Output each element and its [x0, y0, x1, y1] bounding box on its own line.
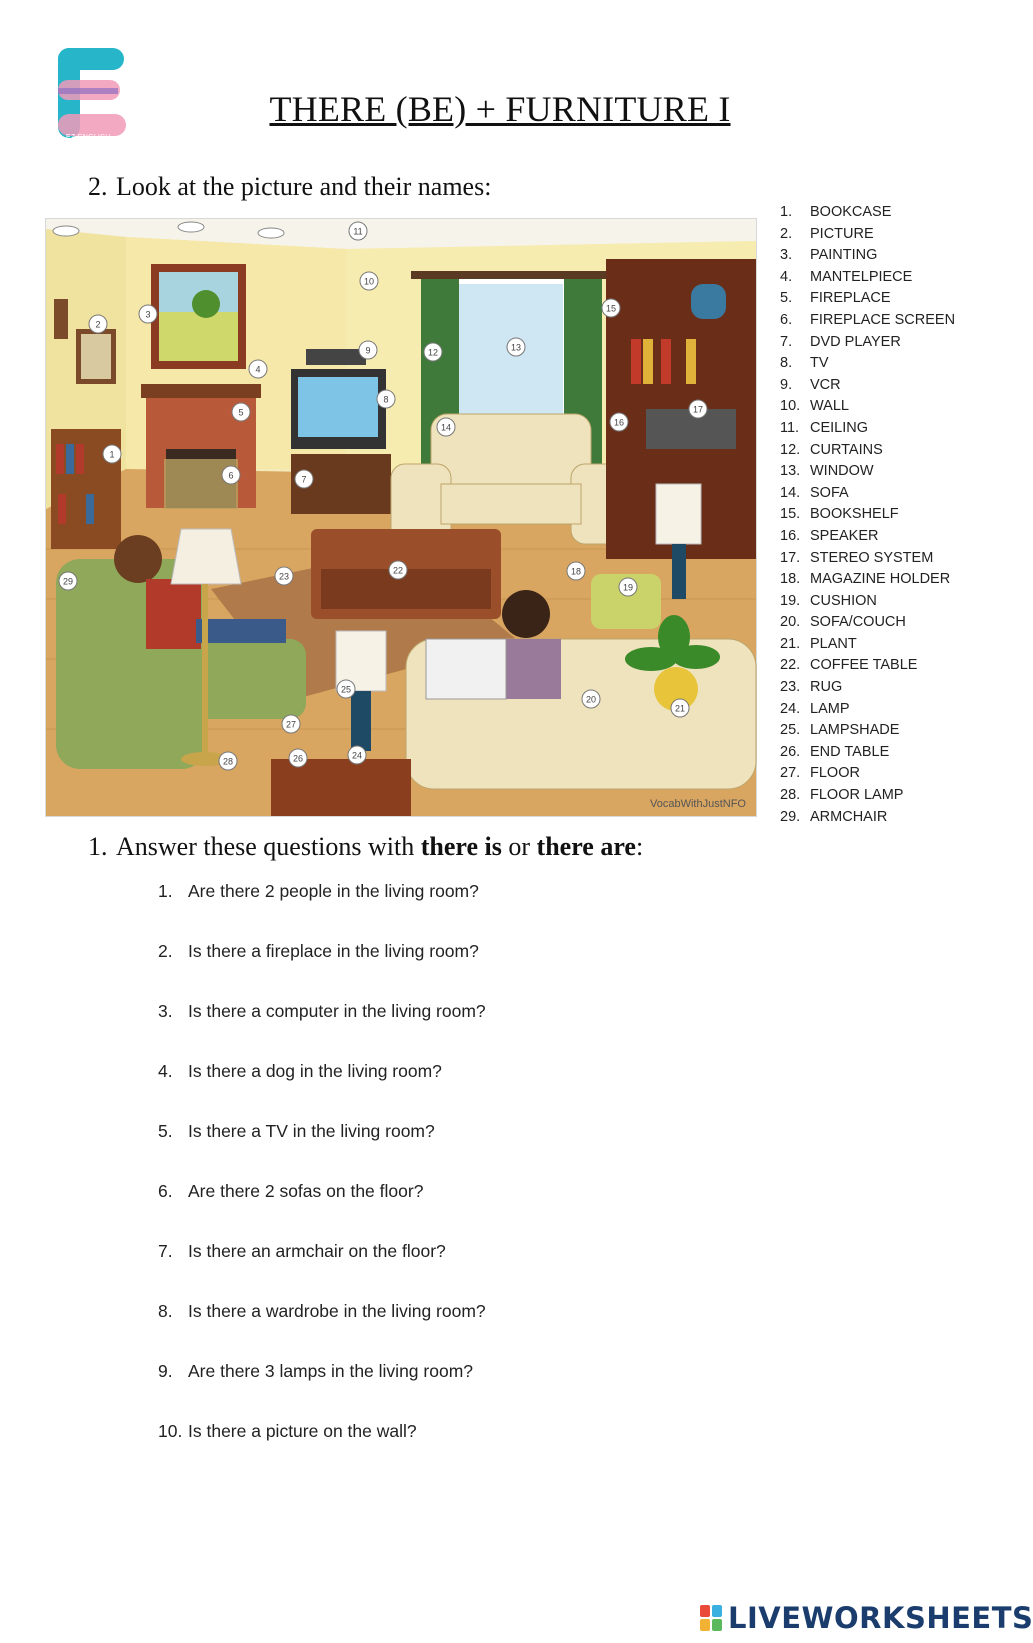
instruction-bold-there-is: there is — [420, 832, 502, 861]
callout-number: 20 — [585, 694, 597, 705]
vocabulary-number: 1. — [780, 204, 793, 220]
vocabulary-number: 3. — [780, 247, 793, 264]
vocabulary-number: 8. — [780, 355, 793, 372]
vocabulary-item — [780, 591, 995, 613]
vocabulary-number: 20. — [780, 614, 801, 631]
vocabulary-number: 27. — [780, 765, 801, 782]
vocabulary-item — [780, 353, 995, 375]
callout-number: 1 — [109, 449, 115, 460]
vocabulary-word: TV — [810, 355, 829, 372]
vocabulary-word: BOOKCASE — [810, 204, 892, 220]
vocabulary-item — [780, 418, 995, 440]
question-number: 3. — [158, 1001, 173, 1021]
vocabulary-item — [780, 267, 995, 289]
section-number: 1. — [88, 832, 108, 861]
vocabulary-number: 10. — [780, 398, 801, 415]
liveworksheets-brand[interactable] — [700, 1600, 1033, 1636]
question-number: 2. — [158, 941, 173, 961]
callout-number: 16 — [613, 417, 625, 428]
callout-number: 22 — [392, 565, 404, 576]
vocabulary-item — [780, 483, 995, 505]
callout-number: 2 — [95, 319, 101, 330]
vocabulary-item — [780, 634, 995, 656]
vocabulary-number: 18. — [780, 571, 801, 588]
vocabulary-word: VCR — [810, 376, 841, 393]
section-number: 2. — [88, 172, 108, 201]
liveworksheets-icon — [700, 1605, 722, 1631]
vocabulary-word: CUSHION — [810, 592, 877, 609]
vocabulary-word: ARMCHAIR — [810, 808, 888, 825]
section-heading-picture — [88, 172, 491, 202]
vocabulary-word: CEILING — [810, 419, 869, 436]
callout-number: 23 — [278, 571, 290, 582]
vocabulary-word: SOFA/COUCH — [810, 614, 906, 631]
question-number: 10. — [158, 1421, 183, 1441]
callout-number: 29 — [62, 576, 74, 587]
callout-number: 21 — [674, 703, 686, 714]
callout-number: 6 — [228, 470, 234, 481]
vocabulary-word: LAMP — [810, 700, 850, 717]
question-item — [158, 1420, 486, 1480]
callout-number: 19 — [622, 582, 634, 593]
vocabulary-word: COFFEE TABLE — [810, 657, 918, 674]
vocabulary-item — [780, 440, 995, 462]
question-item — [158, 1360, 486, 1420]
question-item — [158, 1000, 486, 1060]
question-number: 7. — [158, 1241, 173, 1261]
vocabulary-number: 29. — [780, 808, 801, 825]
vocabulary-word: LAMPSHADE — [810, 722, 900, 739]
vocabulary-word: END TABLE — [810, 743, 890, 760]
vocabulary-number: 28. — [780, 787, 801, 804]
question-text: Are there 2 people in the living room? — [188, 881, 479, 901]
vocabulary-word: FIREPLACE — [810, 290, 891, 307]
question-item — [158, 1180, 486, 1240]
vocabulary-word: WALL — [810, 398, 849, 415]
vocabulary-item — [780, 720, 995, 742]
living-room-illustration — [45, 218, 757, 817]
callout-number: 12 — [427, 347, 439, 358]
instruction-text-or: or — [501, 832, 537, 861]
vocabulary-word: MAGAZINE HOLDER — [810, 571, 951, 588]
vocabulary-item — [780, 548, 995, 570]
vocabulary-number: 13. — [780, 463, 801, 480]
vocabulary-word: SPEAKER — [810, 527, 879, 544]
question-item — [158, 940, 486, 1000]
vocabulary-number: 6. — [780, 311, 793, 328]
vocabulary-word: SOFA — [810, 484, 849, 501]
vocabulary-number: 19. — [780, 592, 801, 609]
question-text: Is there a picture on the wall? — [188, 1421, 417, 1441]
vocabulary-list — [780, 202, 995, 828]
question-item — [158, 880, 486, 940]
vocabulary-number: 7. — [780, 333, 793, 350]
vocabulary-item — [780, 396, 995, 418]
vocabulary-number: 23. — [780, 679, 801, 696]
vocabulary-item — [780, 655, 995, 677]
vocabulary-word: BOOKSHELF — [810, 506, 899, 523]
section-text: Look at the picture and their names: — [116, 172, 492, 201]
question-text: Is there a fireplace in the living room? — [188, 941, 479, 961]
vocabulary-item — [780, 785, 995, 807]
vocabulary-number: 15. — [780, 506, 801, 523]
questions-list — [158, 880, 486, 1480]
vocabulary-number: 17. — [780, 549, 801, 566]
callout-number: 26 — [292, 753, 304, 764]
vocabulary-item — [780, 807, 995, 829]
question-number: 1. — [158, 881, 173, 901]
callout-number: 27 — [285, 719, 297, 730]
question-number: 4. — [158, 1061, 173, 1081]
vocabulary-item — [780, 461, 995, 483]
vocabulary-word: FIREPLACE SCREEN — [810, 311, 956, 328]
question-text: Is there a dog in the living room? — [188, 1061, 442, 1081]
vocabulary-item — [780, 677, 995, 699]
callout-number: 7 — [301, 474, 307, 485]
question-text: Is there a wardrobe in the living room? — [188, 1301, 486, 1321]
vocabulary-item — [780, 504, 995, 526]
vocabulary-word: FLOOR LAMP — [810, 787, 904, 804]
vocabulary-word: CURTAINS — [810, 441, 883, 458]
vocabulary-item — [780, 332, 995, 354]
vocabulary-item — [780, 202, 995, 224]
instruction-text: Answer these questions with — [116, 832, 421, 861]
vocabulary-number: 25. — [780, 722, 801, 739]
callout-number: 3 — [145, 309, 151, 320]
vocabulary-number: 22. — [780, 657, 801, 674]
callout-number: 17 — [692, 404, 704, 415]
vocabulary-word: PAINTING — [810, 247, 878, 264]
vocabulary-word: PLANT — [810, 635, 857, 652]
vocabulary-word: STEREO SYSTEM — [810, 549, 934, 566]
vocabulary-word: RUG — [810, 679, 843, 696]
logo-graphic — [52, 44, 132, 148]
vocabulary-number: 26. — [780, 743, 801, 760]
vocabulary-item — [780, 742, 995, 764]
brand-name: LIVEWORKSHEETS — [728, 1601, 1033, 1635]
question-item — [158, 1060, 486, 1120]
vocabulary-word: PICTURE — [810, 225, 874, 242]
vocabulary-number: 24. — [780, 700, 801, 717]
question-text: Is there an armchair on the floor? — [188, 1241, 446, 1261]
logo-text: EZ ENGLISH — [66, 134, 111, 141]
vocabulary-item — [780, 288, 995, 310]
question-number: 8. — [158, 1301, 173, 1321]
callout-number: 10 — [363, 276, 375, 287]
callout-number: 24 — [351, 750, 363, 761]
instruction-bold-there-are: there are — [536, 832, 636, 861]
callout-number: 8 — [383, 394, 389, 405]
callout-number: 13 — [510, 342, 522, 353]
callout-number: 15 — [605, 303, 617, 314]
vocabulary-word: FLOOR — [810, 765, 860, 782]
vocabulary-number: 2. — [780, 225, 793, 242]
callout-number: 18 — [570, 566, 582, 577]
vocabulary-word: DVD PLAYER — [810, 333, 901, 350]
question-number: 9. — [158, 1361, 173, 1381]
page-title: THERE (BE) + FURNITURE I — [269, 89, 731, 129]
vocabulary-number: 14. — [780, 484, 801, 501]
vocabulary-number: 9. — [780, 376, 793, 393]
ez-english-logo — [52, 44, 132, 148]
callout-number: 5 — [238, 407, 244, 418]
vocabulary-word: WINDOW — [810, 463, 874, 480]
vocabulary-number: 4. — [780, 268, 793, 285]
vocabulary-number: 11. — [780, 419, 800, 436]
vocabulary-word: MANTELPIECE — [810, 268, 913, 285]
vocabulary-item — [780, 569, 995, 591]
callout-number: 9 — [365, 345, 371, 356]
question-text: Are there 3 lamps in the living room? — [188, 1361, 473, 1381]
instruction-colon: : — [635, 832, 644, 861]
vocabulary-number: 5. — [780, 290, 793, 307]
callout-number: 4 — [255, 364, 261, 375]
callout-number: 11 — [353, 226, 363, 237]
question-number: 6. — [158, 1181, 173, 1201]
vocabulary-item — [780, 526, 995, 548]
vocabulary-number: 21. — [780, 635, 801, 652]
question-text: Are there 2 sofas on the floor? — [188, 1181, 424, 1201]
vocabulary-item — [780, 763, 995, 785]
vocabulary-item — [780, 375, 995, 397]
vocabulary-item — [780, 224, 995, 246]
living-room-drawing — [46, 219, 756, 816]
picture-credit: VocabWithJustNFO — [650, 798, 746, 810]
callout-number: 28 — [222, 756, 234, 767]
callout-number: 25 — [340, 684, 352, 695]
question-item — [158, 1240, 486, 1300]
callout-number: 14 — [440, 422, 452, 433]
vocabulary-number: 12. — [780, 441, 801, 458]
question-item — [158, 1120, 486, 1180]
vocabulary-item — [780, 310, 995, 332]
vocabulary-item — [780, 699, 995, 721]
question-item — [158, 1300, 486, 1360]
vocabulary-item — [780, 612, 995, 634]
vocabulary-item — [780, 245, 995, 267]
vocabulary-number: 16. — [780, 527, 801, 544]
section-heading-questions — [88, 832, 643, 862]
question-text: Is there a TV in the living room? — [188, 1121, 435, 1141]
question-number: 5. — [158, 1121, 173, 1141]
question-text: Is there a computer in the living room? — [188, 1001, 486, 1021]
